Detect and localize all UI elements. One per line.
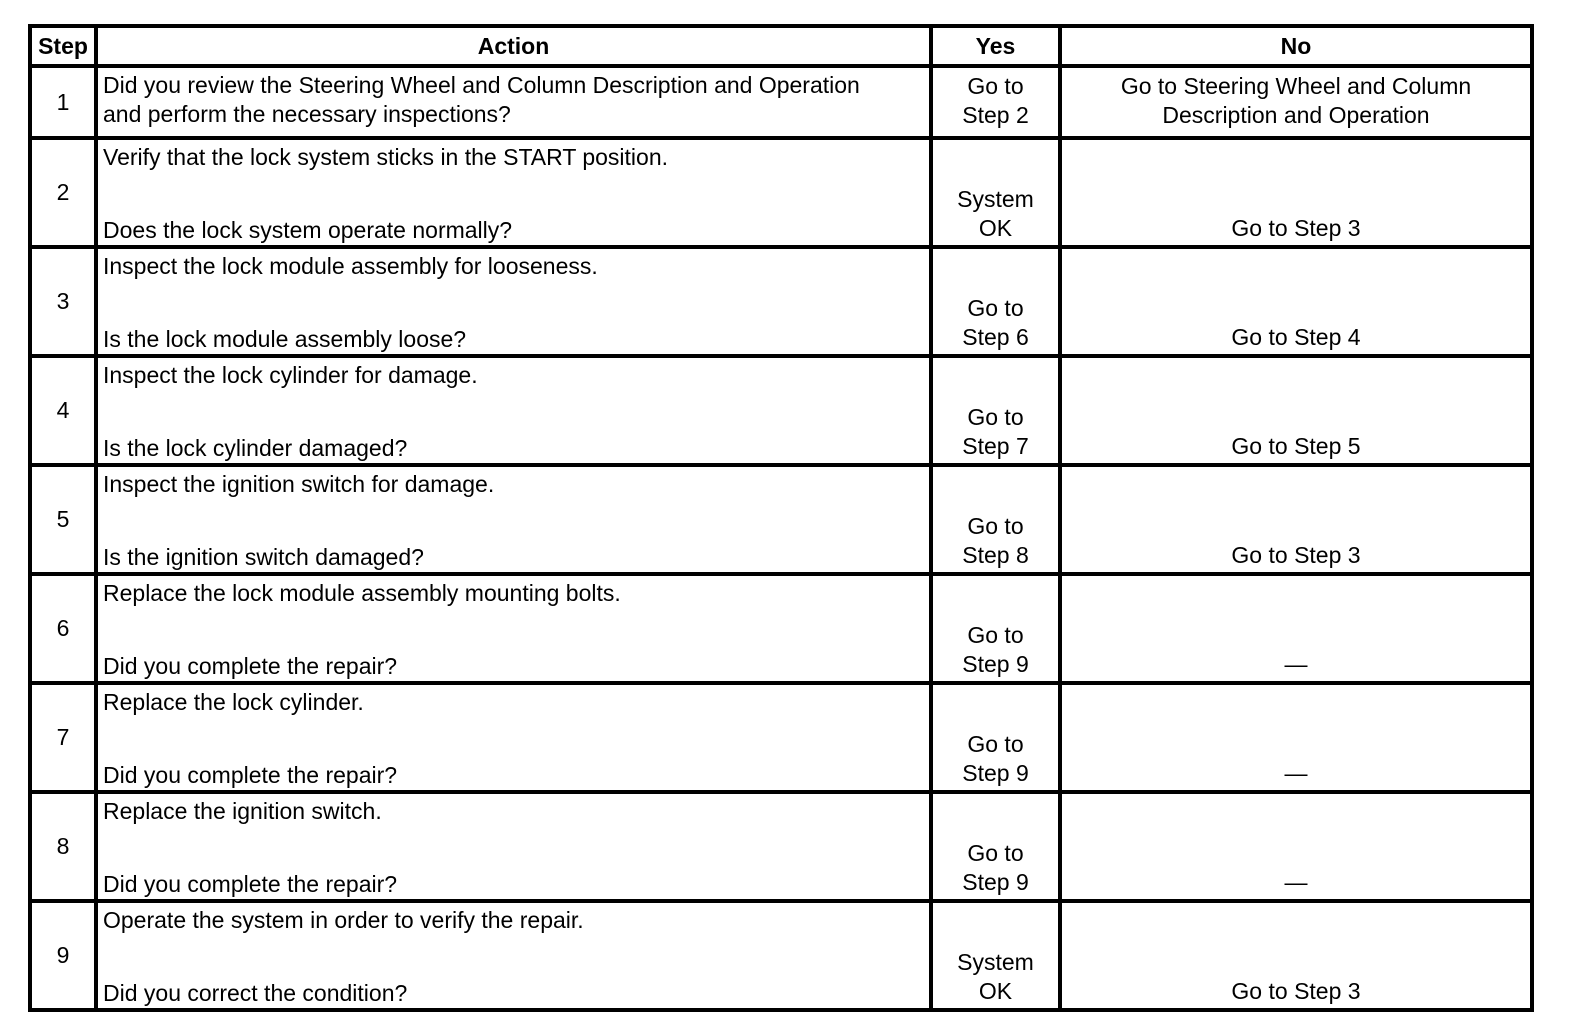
no-line: Go to Step 4 <box>1231 324 1361 350</box>
action-instruction: Replace the ignition switch. <box>103 798 382 824</box>
yes-line: OK <box>978 978 1013 1004</box>
no-line: Go to Step 3 <box>1231 978 1361 1004</box>
step-number: 2 <box>30 138 96 247</box>
no-cell <box>1060 792 1532 901</box>
action-cell <box>96 465 931 574</box>
no-line: Go to Step 3 <box>1231 542 1361 568</box>
table-row-step-7 <box>30 683 1532 792</box>
yes-line: Step 9 <box>962 651 1029 677</box>
yes-line: System <box>957 186 1034 212</box>
step-number: 8 <box>30 792 96 901</box>
table-row-step-5 <box>30 465 1532 574</box>
action-question: Does the lock system operate normally? <box>103 217 513 243</box>
no-cell <box>1060 574 1532 683</box>
no-line: — <box>1284 651 1308 677</box>
action-cell <box>96 66 931 138</box>
no-line: Go to Step 3 <box>1231 215 1361 241</box>
no-cell <box>1060 247 1532 356</box>
header-row <box>30 26 1532 66</box>
action-question: Did you complete the repair? <box>103 871 398 897</box>
yes-cell <box>931 66 1060 138</box>
action-instruction: Inspect the ignition switch for damage. <box>103 471 495 497</box>
table-row-step-1 <box>30 66 1532 138</box>
yes-line: Go to <box>967 513 1024 539</box>
no-line: Go to Steering Wheel and Column <box>1120 73 1472 99</box>
action-cell <box>96 792 931 901</box>
action-cell <box>96 683 931 792</box>
step-number: 5 <box>30 465 96 574</box>
action-cell <box>96 247 931 356</box>
step-number: 4 <box>30 356 96 465</box>
table-row-step-6 <box>30 574 1532 683</box>
step-number: 9 <box>30 901 96 1010</box>
action-instruction: Replace the lock cylinder. <box>103 689 364 715</box>
action-instruction: Verify that the lock system sticks in the START position. <box>103 144 669 170</box>
no-cell <box>1060 901 1532 1010</box>
header-no: No <box>1060 26 1532 66</box>
action-line: Did you review the Steering Wheel and Column Description and Operation <box>103 72 860 98</box>
action-question: Did you correct the condition? <box>103 980 408 1006</box>
yes-cell <box>931 356 1060 465</box>
yes-line: Go to <box>967 404 1024 430</box>
yes-line: Go to <box>967 731 1024 757</box>
no-cell <box>1060 138 1532 247</box>
table-row-step-9 <box>30 901 1532 1010</box>
step-number: 6 <box>30 574 96 683</box>
action-cell <box>96 138 931 247</box>
yes-line: System <box>957 949 1034 975</box>
no-line: Go to Step 5 <box>1231 433 1361 459</box>
no-cell <box>1060 356 1532 465</box>
yes-cell <box>931 574 1060 683</box>
yes-cell <box>931 138 1060 247</box>
action-instruction: Inspect the lock module assembly for looseness. <box>103 253 598 279</box>
yes-cell <box>931 247 1060 356</box>
yes-line: Go to <box>967 73 1024 99</box>
action-question: Is the lock module assembly loose? <box>103 326 467 352</box>
yes-cell <box>931 465 1060 574</box>
header-step: Step <box>30 26 96 66</box>
action-instruction: Operate the system in order to verify the repair. <box>103 907 584 933</box>
yes-line: Step 9 <box>962 760 1029 786</box>
header-yes: Yes <box>931 26 1060 66</box>
action-instruction: Inspect the lock cylinder for damage. <box>103 362 478 388</box>
action-cell <box>96 901 931 1010</box>
diagnostic-table <box>28 24 1534 1012</box>
table-row-step-3 <box>30 247 1532 356</box>
step-number: 3 <box>30 247 96 356</box>
yes-line: OK <box>978 215 1013 241</box>
action-instruction: Replace the lock module assembly mounting bolts. <box>103 580 621 606</box>
yes-line: Step 9 <box>962 869 1029 895</box>
step-number: 1 <box>30 66 96 138</box>
action-question: Did you complete the repair? <box>103 762 398 788</box>
action-line: and perform the necessary inspections? <box>103 101 511 127</box>
yes-line: Go to <box>967 295 1024 321</box>
header-action: Action <box>96 26 931 66</box>
no-line: Description and Operation <box>1162 102 1430 128</box>
action-question: Is the ignition switch damaged? <box>103 544 424 570</box>
table-row-step-4 <box>30 356 1532 465</box>
yes-line: Go to <box>967 840 1024 866</box>
no-cell <box>1060 465 1532 574</box>
yes-cell <box>931 792 1060 901</box>
no-cell <box>1060 66 1532 138</box>
no-cell <box>1060 683 1532 792</box>
yes-cell <box>931 901 1060 1010</box>
no-line: — <box>1284 760 1308 786</box>
action-cell <box>96 574 931 683</box>
action-question: Is the lock cylinder damaged? <box>103 435 408 461</box>
yes-line: Step 2 <box>962 102 1029 128</box>
yes-line: Go to <box>967 622 1024 648</box>
yes-line: Step 6 <box>962 324 1029 350</box>
action-question: Did you complete the repair? <box>103 653 398 679</box>
no-line: — <box>1284 869 1308 895</box>
table-row-step-2 <box>30 138 1532 247</box>
yes-line: Step 7 <box>962 433 1029 459</box>
yes-line: Step 8 <box>962 542 1029 568</box>
action-cell <box>96 356 931 465</box>
yes-cell <box>931 683 1060 792</box>
table-row-step-8 <box>30 792 1532 901</box>
step-number: 7 <box>30 683 96 792</box>
